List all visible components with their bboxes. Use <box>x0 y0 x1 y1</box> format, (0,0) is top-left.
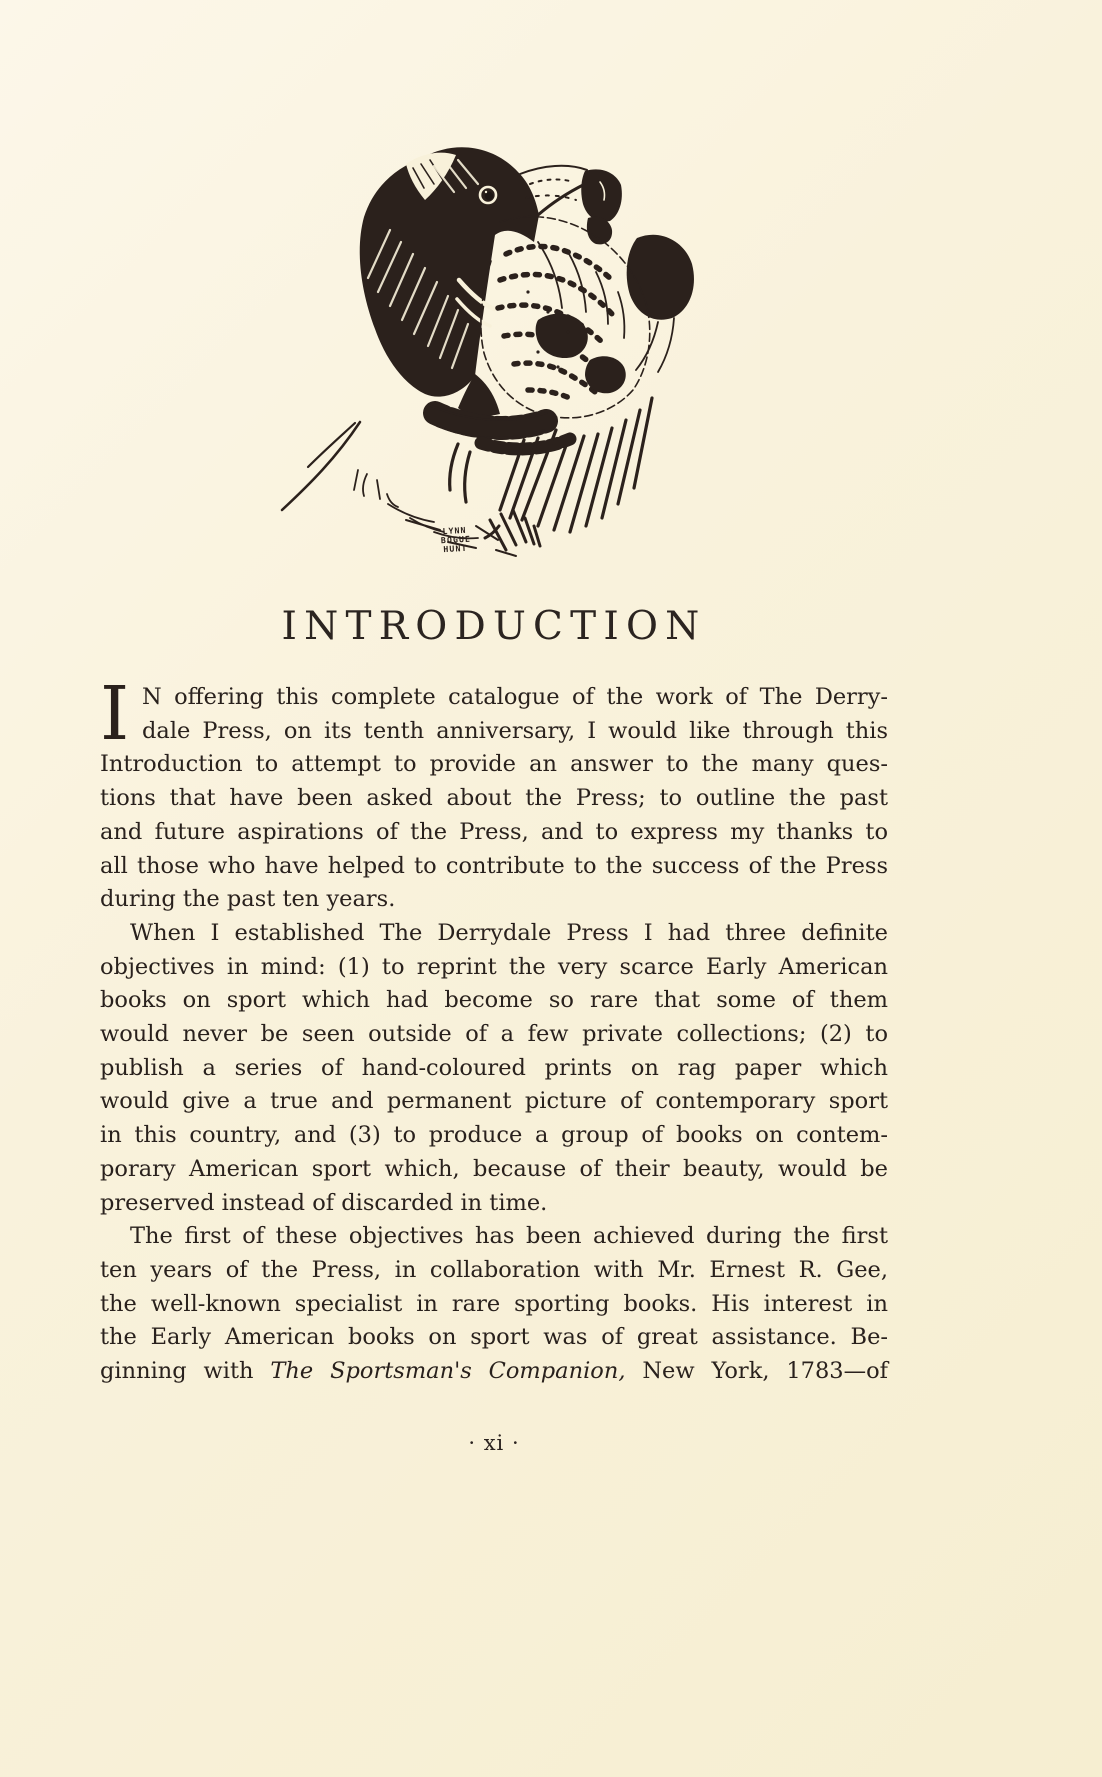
text-line <box>100 1355 888 1389</box>
text-line <box>100 748 888 782</box>
artist-signature <box>440 525 472 555</box>
text-segment: the well-known specialist in rare sporting books. His interest in <box>100 1290 888 1317</box>
text-line <box>100 715 888 749</box>
text-line <box>100 782 888 816</box>
text-line <box>100 816 888 850</box>
text-line <box>100 984 888 1018</box>
text-segment: would give a true and permanent picture of contemporary sport <box>100 1088 888 1115</box>
text-line <box>100 1187 888 1221</box>
page-number: · xi · <box>468 1431 520 1455</box>
text-line <box>100 917 888 951</box>
text-segment: dale Press, on its tenth anniversary, I would like through this <box>142 717 888 744</box>
dog-with-game-bird-illustration <box>238 122 698 582</box>
text-segment: ten years of the Press, in collaboration with Mr. Ernest R. Gee, <box>100 1256 888 1283</box>
text-segment: the Early American books on sport was of great assistance. Be- <box>100 1324 888 1351</box>
text-line <box>100 1220 888 1254</box>
text-segment: porary American sport which, because of their beauty, would be <box>100 1155 888 1182</box>
signature-line-1: LYNN <box>442 524 467 537</box>
text-segment: Introduction to attempt to provide an answer to the many ques- <box>100 751 888 778</box>
text-line <box>100 1085 888 1119</box>
pen-slashes <box>485 510 540 550</box>
text-line <box>100 1052 888 1086</box>
paragraph <box>100 671 888 917</box>
text-segment: and future aspirations of the Press, and to express my thanks to <box>100 818 888 845</box>
game-bird <box>481 217 694 418</box>
text-segment: in this country, and (3) to produce a group of books on contem- <box>100 1122 888 1149</box>
text-line <box>100 1254 888 1288</box>
text-segment: N offering this complete catalogue of the work of The Derry- <box>142 684 888 710</box>
drop-cap: I <box>100 671 130 757</box>
text-segment: publish a series of hand-coloured prints on rag paper which <box>100 1054 888 1081</box>
paragraph <box>100 1220 888 1389</box>
text-line <box>100 681 888 715</box>
text-line <box>100 1119 888 1153</box>
text-segment: New York, 1783—of <box>625 1358 888 1385</box>
text-segment: ginning with <box>100 1358 271 1385</box>
body-text <box>100 671 888 1389</box>
text-segment: The first of these objectives has been achieved during the first <box>130 1223 888 1250</box>
dog-nose <box>581 169 622 221</box>
barred-jaw-band <box>429 405 570 449</box>
text-segment: during the past ten years. <box>100 886 396 913</box>
text-segment: preserved instead of discarded in time. <box>100 1189 548 1216</box>
paragraph <box>100 917 888 1220</box>
italic-text-segment: The Sportsman's Companion, <box>270 1358 626 1385</box>
page-title: INTRODUCTION <box>281 604 707 649</box>
signature-line-2: BOGUE <box>440 533 472 546</box>
text-line <box>100 850 888 884</box>
text-line <box>100 951 888 985</box>
text-segment: tions that have been asked about the Press; to outline the past <box>100 785 888 812</box>
text-line <box>100 1321 888 1355</box>
signature-line-3: HUNT <box>443 542 468 555</box>
dog-head <box>360 147 539 416</box>
text-line <box>100 1018 888 1052</box>
text-line <box>100 883 888 917</box>
text-line <box>100 1153 888 1187</box>
text-segment: objectives in mind: (1) to reprint the very scarce Early American <box>100 953 888 980</box>
text-segment: When I established The Derrydale Press I had three definite <box>130 919 888 946</box>
text-segment: books on sport which had become so rare that some of them <box>100 987 888 1014</box>
text-segment: all those who have helped to contribute to the success of the Press <box>100 852 888 879</box>
text-segment: would never be seen outside of a few private collections; (2) to <box>100 1021 888 1048</box>
text-line <box>100 1288 888 1322</box>
